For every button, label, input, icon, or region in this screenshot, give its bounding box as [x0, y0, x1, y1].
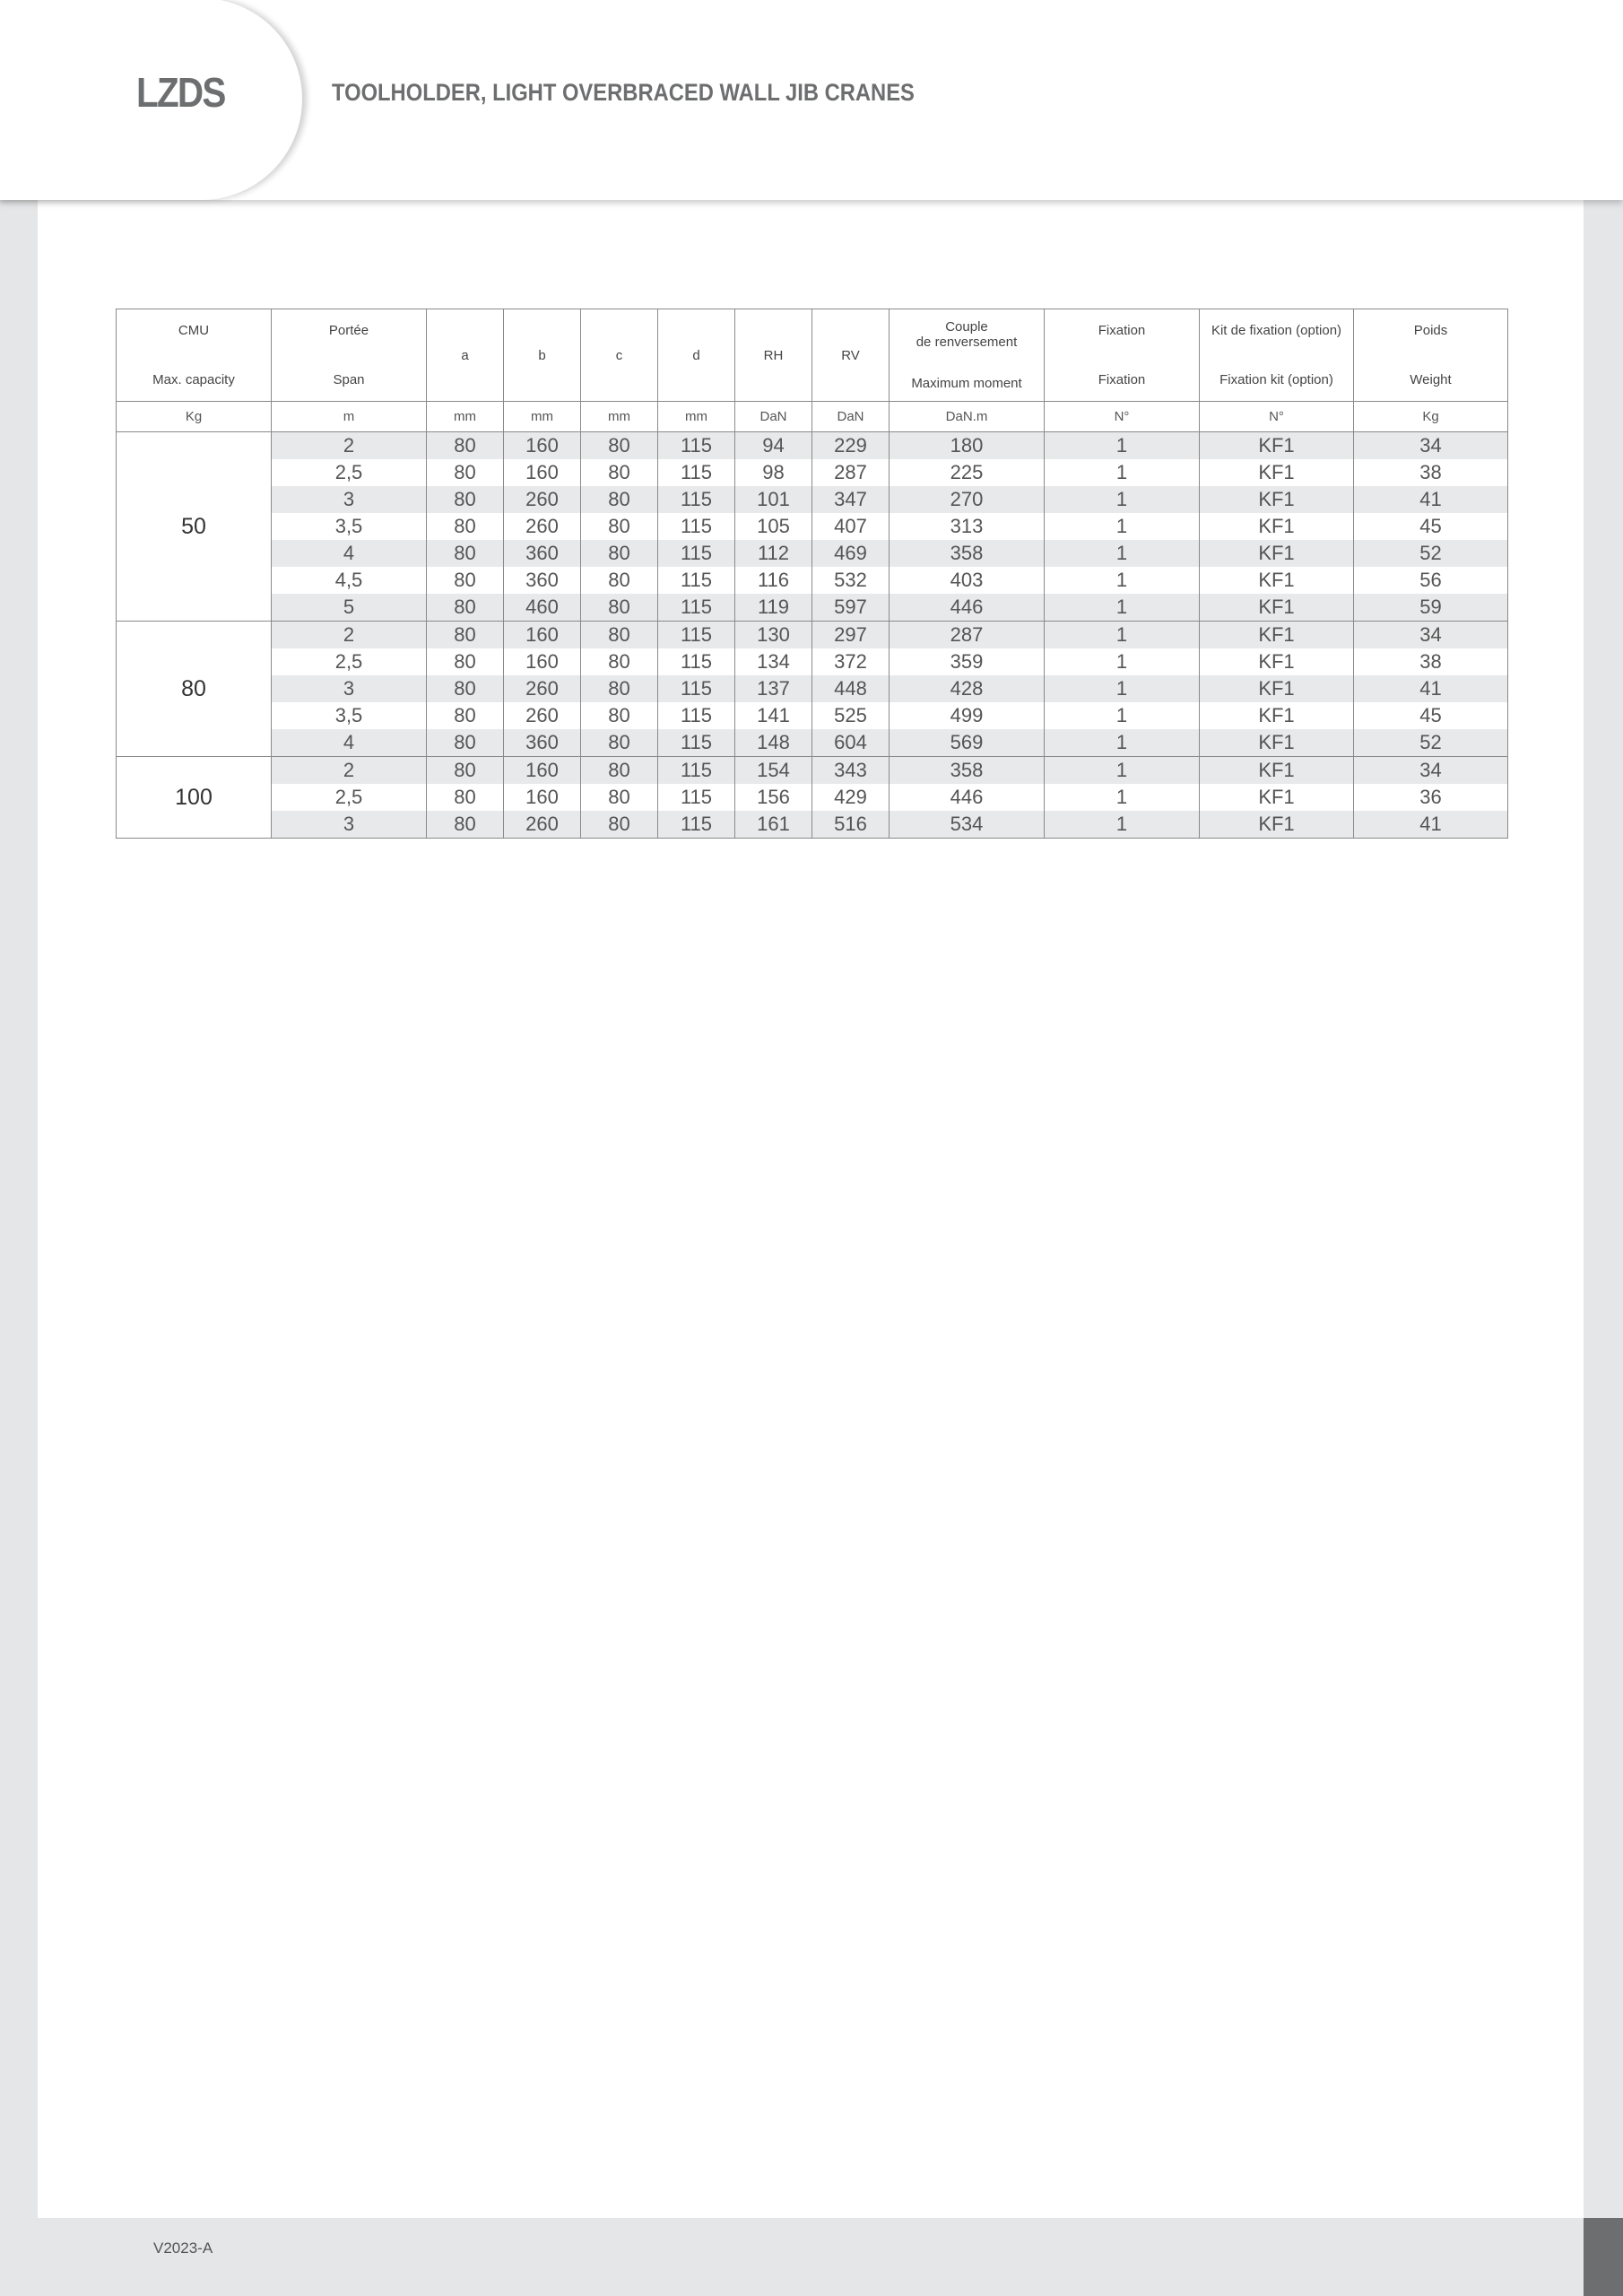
version-label: V2023-A — [153, 2239, 213, 2257]
table-cell: 101 — [735, 486, 812, 513]
table-cell: 115 — [658, 622, 735, 649]
table-cell: 3,5 — [272, 513, 427, 540]
table-cell: 115 — [658, 675, 735, 702]
table-cell: 41 — [1354, 811, 1508, 839]
table-cell: 360 — [504, 729, 581, 757]
table-cell: 34 — [1354, 757, 1508, 785]
table-cell: 59 — [1354, 594, 1508, 622]
product-code: LZDS — [136, 69, 225, 116]
table-cell: 80 — [581, 729, 658, 757]
table-cell: 80 — [581, 757, 658, 785]
capacity-cell: 50 — [117, 432, 272, 622]
table-cell: 360 — [504, 540, 581, 567]
table-cell: 80 — [427, 729, 504, 757]
table-row — [117, 540, 1508, 567]
table-cell: KF1 — [1200, 513, 1354, 540]
specs-table — [116, 309, 1508, 839]
table-cell: 80 — [581, 540, 658, 567]
table-cell: 80 — [581, 784, 658, 811]
header-row — [117, 309, 1508, 402]
table-row — [117, 567, 1508, 594]
table-cell: 3 — [272, 675, 427, 702]
table-cell: 80 — [581, 648, 658, 675]
table-cell: 80 — [427, 702, 504, 729]
table-cell: 115 — [658, 648, 735, 675]
table-row — [117, 459, 1508, 486]
table-cell: 260 — [504, 811, 581, 839]
table-cell: 105 — [735, 513, 812, 540]
table-cell: 160 — [504, 784, 581, 811]
table-cell: 130 — [735, 622, 812, 649]
table-cell: 45 — [1354, 702, 1508, 729]
table-cell: 80 — [427, 567, 504, 594]
col-header-rh: RH — [735, 309, 812, 402]
unit-cell: N° — [1200, 402, 1354, 432]
table-cell: KF1 — [1200, 757, 1354, 785]
capacity-group — [117, 622, 1508, 757]
unit-cell: m — [272, 402, 427, 432]
table-cell: 141 — [735, 702, 812, 729]
table-cell: 5 — [272, 594, 427, 622]
col-header-d: d — [658, 309, 735, 402]
table-cell: 156 — [735, 784, 812, 811]
table-cell: 80 — [581, 675, 658, 702]
table-cell: 1 — [1045, 648, 1200, 675]
table-cell: KF1 — [1200, 702, 1354, 729]
table-cell: 80 — [427, 675, 504, 702]
table-row — [117, 811, 1508, 839]
table-cell: 469 — [812, 540, 890, 567]
table-cell: KF1 — [1200, 811, 1354, 839]
table-cell: KF1 — [1200, 459, 1354, 486]
table-cell: 1 — [1045, 486, 1200, 513]
table-cell: 161 — [735, 811, 812, 839]
col-header-cmu: CMU Max. capacity — [117, 309, 272, 402]
table-cell: 1 — [1045, 757, 1200, 785]
unit-cell: mm — [504, 402, 581, 432]
table-cell: 36 — [1354, 784, 1508, 811]
unit-cell: mm — [427, 402, 504, 432]
table-cell: 1 — [1045, 513, 1200, 540]
table-cell: 2 — [272, 622, 427, 649]
table-cell: 56 — [1354, 567, 1508, 594]
capacity-cell: 100 — [117, 757, 272, 839]
table-cell: 112 — [735, 540, 812, 567]
table-cell: 160 — [504, 757, 581, 785]
table-cell: 428 — [890, 675, 1045, 702]
table-cell: 80 — [427, 540, 504, 567]
table-cell: 80 — [427, 784, 504, 811]
unit-cell: mm — [581, 402, 658, 432]
table-cell: 360 — [504, 567, 581, 594]
table-cell: 460 — [504, 594, 581, 622]
table-cell: 604 — [812, 729, 890, 757]
table-cell: 160 — [504, 432, 581, 460]
table-cell: 1 — [1045, 675, 1200, 702]
unit-cell: N° — [1045, 402, 1200, 432]
table-cell: 119 — [735, 594, 812, 622]
table-cell: 80 — [427, 757, 504, 785]
table-cell: 98 — [735, 459, 812, 486]
table-cell: 2,5 — [272, 459, 427, 486]
table-cell: 115 — [658, 540, 735, 567]
unit-cell: Kg — [117, 402, 272, 432]
table-cell: 160 — [504, 648, 581, 675]
col-header-a: a — [427, 309, 504, 402]
unit-cell: DaN — [812, 402, 890, 432]
capacity-group — [117, 432, 1508, 622]
table-cell: 115 — [658, 513, 735, 540]
table-cell: 52 — [1354, 729, 1508, 757]
table-cell: 407 — [812, 513, 890, 540]
table-cell: 115 — [658, 594, 735, 622]
table-cell: 115 — [658, 459, 735, 486]
table-cell: 225 — [890, 459, 1045, 486]
table-cell: 499 — [890, 702, 1045, 729]
page-title: TOOLHOLDER, LIGHT OVERBRACED WALL JIB CRANES — [332, 79, 915, 106]
col-header-fixation: Fixation Fixation — [1045, 309, 1200, 402]
table-cell: 313 — [890, 513, 1045, 540]
table-row — [117, 729, 1508, 757]
table-cell: 160 — [504, 622, 581, 649]
table-cell: 80 — [427, 594, 504, 622]
unit-cell: Kg — [1354, 402, 1508, 432]
table-cell: 115 — [658, 702, 735, 729]
table-cell: 2,5 — [272, 648, 427, 675]
table-cell: 260 — [504, 486, 581, 513]
table-cell: 4 — [272, 729, 427, 757]
table-cell: 3,5 — [272, 702, 427, 729]
table-row — [117, 432, 1508, 460]
col-header-c: c — [581, 309, 658, 402]
table-cell: 2 — [272, 757, 427, 785]
table-cell: 3 — [272, 486, 427, 513]
col-header-rv: RV — [812, 309, 890, 402]
table-row — [117, 702, 1508, 729]
table-cell: KF1 — [1200, 594, 1354, 622]
table-cell: 287 — [890, 622, 1045, 649]
table-cell: 80 — [581, 486, 658, 513]
table-cell: 2 — [272, 432, 427, 460]
col-header-moment: Couple de renversement Maximum moment — [890, 309, 1045, 402]
table-row — [117, 594, 1508, 622]
table-cell: 160 — [504, 459, 581, 486]
table-cell: 359 — [890, 648, 1045, 675]
table-cell: 148 — [735, 729, 812, 757]
table-row — [117, 622, 1508, 649]
table-cell: 134 — [735, 648, 812, 675]
table-cell: 80 — [581, 513, 658, 540]
table-cell: KF1 — [1200, 729, 1354, 757]
table-cell: 597 — [812, 594, 890, 622]
capacity-cell: 80 — [117, 622, 272, 757]
table-cell: 80 — [581, 811, 658, 839]
table-cell: 1 — [1045, 594, 1200, 622]
table-cell: 260 — [504, 513, 581, 540]
table-cell: 2,5 — [272, 784, 427, 811]
table-cell: 80 — [427, 432, 504, 460]
table-cell: 358 — [890, 540, 1045, 567]
table-cell: 569 — [890, 729, 1045, 757]
table-cell: 229 — [812, 432, 890, 460]
table-cell: 115 — [658, 757, 735, 785]
table-cell: 403 — [890, 567, 1045, 594]
table-cell: 115 — [658, 432, 735, 460]
table-cell: 41 — [1354, 675, 1508, 702]
table-cell: 45 — [1354, 513, 1508, 540]
table-cell: 446 — [890, 784, 1045, 811]
table-cell: 1 — [1045, 784, 1200, 811]
table-cell: 34 — [1354, 622, 1508, 649]
table-cell: 4,5 — [272, 567, 427, 594]
table-cell: 41 — [1354, 486, 1508, 513]
table-cell: KF1 — [1200, 675, 1354, 702]
table-cell: 80 — [427, 486, 504, 513]
table-cell: 38 — [1354, 459, 1508, 486]
table-row — [117, 675, 1508, 702]
col-header-fixation-kit: Kit de fixation (option) Fixation kit (option) — [1200, 309, 1354, 402]
table-cell: 52 — [1354, 540, 1508, 567]
table-cell: KF1 — [1200, 648, 1354, 675]
unit-cell: DaN — [735, 402, 812, 432]
table-cell: 372 — [812, 648, 890, 675]
table-cell: 1 — [1045, 567, 1200, 594]
table-cell: 137 — [735, 675, 812, 702]
table-cell: 1 — [1045, 729, 1200, 757]
table-cell: 38 — [1354, 648, 1508, 675]
table-row — [117, 648, 1508, 675]
unit-cell: DaN.m — [890, 402, 1045, 432]
table-row — [117, 784, 1508, 811]
table-row — [117, 757, 1508, 785]
table-cell: 532 — [812, 567, 890, 594]
table-cell: 260 — [504, 702, 581, 729]
table-cell: 80 — [427, 811, 504, 839]
table-cell: 80 — [427, 622, 504, 649]
table-cell: 94 — [735, 432, 812, 460]
table-cell: KF1 — [1200, 622, 1354, 649]
units-row — [117, 402, 1508, 432]
unit-cell: mm — [658, 402, 735, 432]
col-header-span: Portée Span — [272, 309, 427, 402]
table-cell: KF1 — [1200, 540, 1354, 567]
table-cell: 516 — [812, 811, 890, 839]
table-cell: 297 — [812, 622, 890, 649]
table-cell: 358 — [890, 757, 1045, 785]
table-cell: KF1 — [1200, 567, 1354, 594]
table-cell: 115 — [658, 567, 735, 594]
table-cell: 80 — [581, 622, 658, 649]
table-cell: 115 — [658, 784, 735, 811]
table-cell: 80 — [427, 513, 504, 540]
table-cell: KF1 — [1200, 486, 1354, 513]
table-cell: 180 — [890, 432, 1045, 460]
table-cell: KF1 — [1200, 784, 1354, 811]
table-cell: 343 — [812, 757, 890, 785]
table-cell: 80 — [581, 594, 658, 622]
table-cell: 154 — [735, 757, 812, 785]
table-cell: 347 — [812, 486, 890, 513]
table-row — [117, 513, 1508, 540]
table-cell: 115 — [658, 729, 735, 757]
table-cell: 80 — [581, 567, 658, 594]
table-cell: 1 — [1045, 702, 1200, 729]
col-header-weight: Poids Weight — [1354, 309, 1508, 402]
table-cell: 115 — [658, 486, 735, 513]
table-cell: 80 — [581, 702, 658, 729]
table-cell: 4 — [272, 540, 427, 567]
table-cell: 429 — [812, 784, 890, 811]
table-cell: 270 — [890, 486, 1045, 513]
capacity-group — [117, 757, 1508, 839]
table-cell: 525 — [812, 702, 890, 729]
page-header — [0, 0, 1623, 200]
table-cell: KF1 — [1200, 432, 1354, 460]
table-cell: 446 — [890, 594, 1045, 622]
table-cell: 115 — [658, 811, 735, 839]
table-cell: 260 — [504, 675, 581, 702]
table-cell: 3 — [272, 811, 427, 839]
table-cell: 34 — [1354, 432, 1508, 460]
table-row — [117, 486, 1508, 513]
table-cell: 80 — [581, 432, 658, 460]
table-cell: 116 — [735, 567, 812, 594]
table-cell: 1 — [1045, 622, 1200, 649]
table-cell: 80 — [581, 459, 658, 486]
col-header-b: b — [504, 309, 581, 402]
table-cell: 80 — [427, 459, 504, 486]
table-cell: 287 — [812, 459, 890, 486]
table-cell: 1 — [1045, 540, 1200, 567]
footer-bar — [1584, 2218, 1623, 2296]
table-cell: 80 — [427, 648, 504, 675]
table-cell: 1 — [1045, 811, 1200, 839]
table-cell: 448 — [812, 675, 890, 702]
table-cell: 1 — [1045, 459, 1200, 486]
table-cell: 534 — [890, 811, 1045, 839]
table-cell: 1 — [1045, 432, 1200, 460]
